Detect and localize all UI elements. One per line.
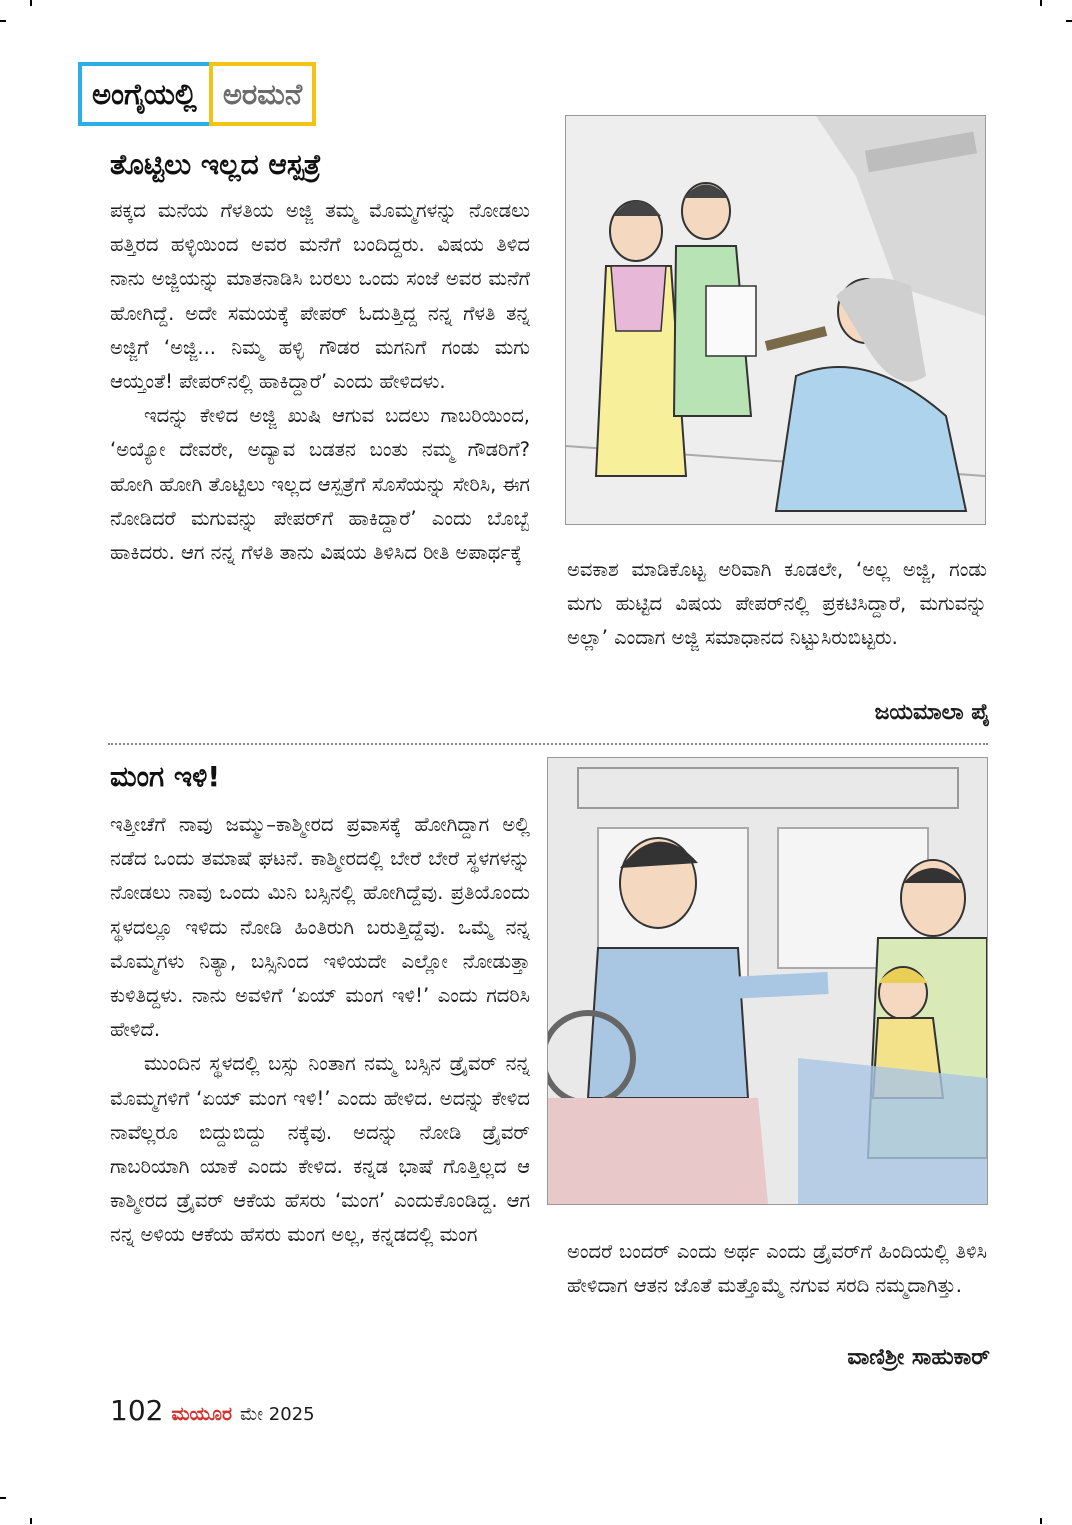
crop-mark (0, 20, 6, 22)
story1-illustration (565, 115, 986, 525)
page-number: 102 (110, 1394, 164, 1427)
story1-paragraph-2: ಇದನ್ನು ಕೇಳಿದ ಅಜ್ಜಿ ಖುಷಿ ಆಗುವ ಬದಲು ಗಾಬರಿಯಿಂದ, ‘ಅಯ್ಯೋ ದೇವರೇ, ಅದ್ಯಾವ ಬಡತನ ಬಂತು ನಮ್ಮ ಗೌಡರಿಗೆ? ಹೋಗಿ ಹೋಗಿ ತೊಟ್ಟಿಲು ಇಲ್ಲದ ಆಸ್ಪತ್ರೆಗೆ ಸೊಸೆಯನ್ನು ಸೇರಿಸಿ, ಈಗ ನೋಡಿದರೆ ಮಗುವನ್ನು ಪೇಪರ್‌ಗೆ ಹಾಕಿದ್ದಾರೆ’ ಎಂದು ಬೊಬ್ಬೆ ಹಾಕಿದರು. ಆಗ ನನ್ನ ಗೆಳತಿ ತಾನು ವಿಷಯ ತಿಳಿಸಿದ ರೀತಿ ಅಪಾರ್ಥಕ್ಕೆ (110, 404, 530, 565)
section-title-secondary: ಅರಮನೆ (209, 62, 316, 126)
story1-author: ಜಯಮಾಲಾ ಪೈ (874, 700, 990, 725)
crop-mark (1040, 0, 1042, 6)
section-header (78, 62, 386, 126)
story2-right-column (567, 1235, 987, 1303)
hospital-cartoon-image (566, 116, 985, 524)
page-footer (110, 1394, 315, 1427)
story1-left-column (110, 194, 530, 570)
crop-mark (0, 1497, 6, 1499)
story2-title: ಮಂಗ ಇಳಿ! (110, 760, 221, 793)
crop-mark (1066, 20, 1072, 22)
magazine-logo: ಮಯೂರ (171, 1403, 233, 1425)
section-title-primary: ಅಂಗೈಯಲ್ಲಿ (78, 62, 209, 126)
crop-mark (30, 1518, 32, 1524)
story1-right-column (567, 553, 987, 656)
story2-left-column (110, 808, 530, 1253)
story1-paragraph-1: ಪಕ್ಕದ ಮನೆಯ ಗೆಳತಿಯ ಅಜ್ಜಿ ತಮ್ಮ ಮೊಮ್ಮಗಳನ್ನು ನೋಡಲು ಹತ್ತಿರದ ಹಳ್ಳಿಯಿಂದ ಅವರ ಮನೆಗೆ ಬಂದಿದ್ದರು. ವಿಷಯ ತಿಳಿದ ನಾನು ಅಜ್ಜಿಯನ್ನು ಮಾತನಾಡಿಸಿ ಬರಲು ಒಂದು ಸಂಜೆ ಅವರ ಮನೆಗೆ ಹೋಗಿದ್ದೆ. ಅದೇ ಸಮಯಕ್ಕೆ ಪೇಪರ್ ಓದುತ್ತಿದ್ದ ನನ್ನ ಗೆಳತಿ ತನ್ನ ಅಜ್ಜಿಗೆ ‘ಅಜ್ಜಿ... ನಿಮ್ಮ ಹಳ್ಳಿ ಗೌಡರ ಮಗನಿಗೆ ಗಂಡು ಮಗು ಆಯ್ತಂತೆ! ಪೇಪರ್‌ನಲ್ಲಿ ಹಾಕಿದ್ದಾರೆ’ ಎಂದು ಹೇಳಿದಳು. (110, 199, 530, 394)
story2-paragraph-3: ಅಂದರೆ ಬಂದರ್ ಎಂದು ಅರ್ಥ ಎಂದು ಡ್ರೈವರ್‌ಗೆ ಹಿಂದಿಯಲ್ಲಿ ತಿಳಿಸಿ ಹೇಳಿದಾಗ ಆತನ ಜೊತೆ ಮತ್ತೊಮ್ಮೆ ನಗುವ ಸರದಿ ನಮ್ಮದಾಗಿತ್ತು. (567, 1240, 987, 1298)
story2-illustration (547, 757, 988, 1205)
crop-mark (1040, 1518, 1042, 1524)
issue-date: ಮೇ 2025 (240, 1404, 315, 1425)
story2-paragraph-1: ಇತ್ತೀಚೆಗೆ ನಾವು ಜಮ್ಮು–ಕಾಶ್ಮೀರದ ಪ್ರವಾಸಕ್ಕೆ ಹೋಗಿದ್ದಾಗ ಅಲ್ಲಿ ನಡೆದ ಒಂದು ತಮಾಷೆ ಘಟನೆ. ಕಾಶ್ಮೀರದಲ್ಲಿ ಬೇರೆ ಬೇರೆ ಸ್ಥಳಗಳನ್ನು ನೋಡಲು ನಾವು ಒಂದು ಮಿನಿ ಬಸ್ಸಿನಲ್ಲಿ ಹೋಗಿದ್ದೆವು. ಪ್ರತಿಯೊಂದು ಸ್ಥಳದಲ್ಲೂ ಇಳಿದು ನೋಡಿ ಹಿಂತಿರುಗಿ ಬರುತ್ತಿದ್ದೆವು. ಒಮ್ಮೆ ನನ್ನ ಮೊಮ್ಮಗಳು ನಿತ್ಯಾ, ಬಸ್ಸಿನಿಂದ ಇಳಿಯದೇ ಎಲ್ಲೋ ನೋಡುತ್ತಾ ಕುಳಿತಿದ್ದಳು. ನಾನು ಅವಳಿಗೆ ‘ಏಯ್ ಮಂಗ ಇಳಿ!’ ಎಂದು ಗದರಿಸಿ ಹೇಳಿದೆ. (110, 813, 530, 1042)
story1-paragraph-3: ಅವಕಾಶ ಮಾಡಿಕೊಟ್ಟ ಅರಿವಾಗಿ ಕೂಡಲೇ, ‘ಅಲ್ಲ ಅಜ್ಜಿ, ಗಂಡು ಮಗು ಹುಟ್ಟಿದ ವಿಷಯ ಪೇಪರ್‌ನಲ್ಲಿ ಪ್ರಕಟಿಸಿದ್ದಾರೆ, ಮಗುವನ್ನು ಅಲ್ಲಾ’ ಎಂದಾಗ ಅಜ್ಜಿ ಸಮಾಧಾನದ ನಿಟ್ಟುಸಿರುಬಿಟ್ಟರು. (567, 558, 987, 650)
story2-author: ವಾಣಿಶ್ರೀ ಸಾಹುಕಾರ್ (847, 1345, 990, 1370)
crop-mark (30, 0, 32, 6)
story1-title: ತೊಟ್ಟಿಲು ಇಲ್ಲದ ಆಸ್ಪತ್ರೆ (110, 148, 322, 181)
story-divider (108, 743, 988, 745)
bus-cartoon-image (548, 758, 987, 1204)
story2-paragraph-2: ಮುಂದಿನ ಸ್ಥಳದಲ್ಲಿ ಬಸ್ಸು ನಿಂತಾಗ ನಮ್ಮ ಬಸ್ಸಿನ ಡ್ರೈವರ್ ನನ್ನ ಮೊಮ್ಮಗಳಿಗೆ ‘ಏಯ್ ಮಂಗ ಇಳಿ!’ ಎಂದು ಹೇಳಿದ. ಅದನ್ನು ಕೇಳಿದ ನಾವೆಲ್ಲರೂ ಬಿದ್ದುಬಿದ್ದು ನಕ್ಕೆವು. ಅದನ್ನು ನೋಡಿ ಡ್ರೈವರ್ ಗಾಬರಿಯಾಗಿ ಯಾಕೆ ಎಂದು ಕೇಳಿದ. ಕನ್ನಡ ಭಾಷೆ ಗೊತ್ತಿಲ್ಲದ ಆ ಕಾಶ್ಮೀರದ ಡ್ರೈವರ್ ಆಕೆಯ ಹೆಸರು ‘ಮಂಗ’ ಎಂದುಕೊಂಡಿದ್ದ. ಆಗ ನನ್ನ ಅಳಿಯ ಆಕೆಯ ಹೆಸರು ಮಂಗ ಅಲ್ಲ, ಕನ್ನಡದಲ್ಲಿ ಮಂಗ (110, 1052, 530, 1247)
